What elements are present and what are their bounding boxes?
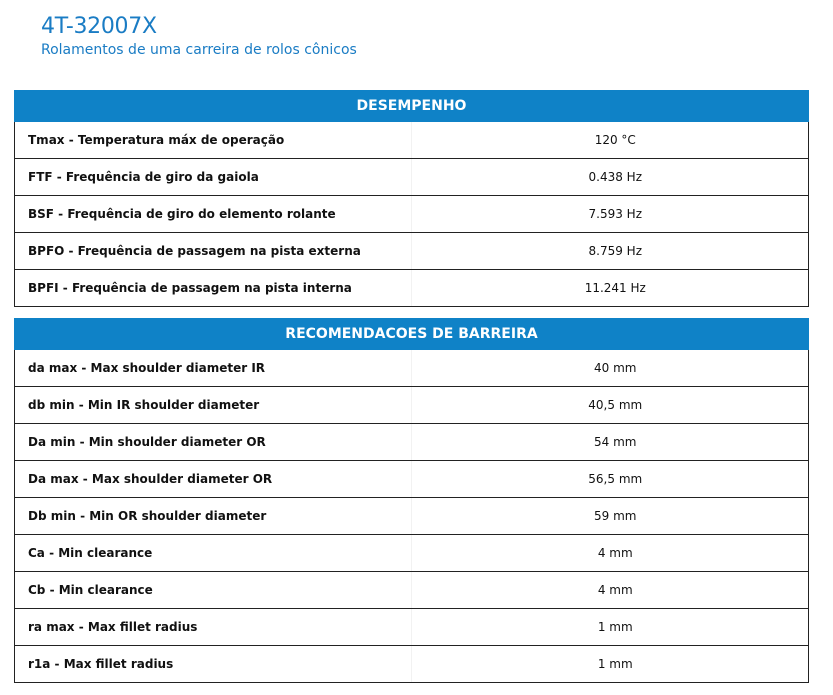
row-label: Db min - Min OR shoulder diameter	[15, 498, 412, 535]
barrier-table	[14, 318, 809, 683]
row-value: 0.438 Hz	[412, 159, 809, 196]
table-row	[15, 122, 809, 159]
product-subtitle: Rolamentos de uma carreira de rolos cônicos	[41, 42, 357, 58]
table-row	[15, 233, 809, 270]
row-label: Ca - Min clearance	[15, 535, 412, 572]
performance-table	[14, 90, 809, 307]
row-label: Da min - Min shoulder diameter OR	[15, 424, 412, 461]
row-label: da max - Max shoulder diameter IR	[15, 350, 412, 387]
product-title: 4T-32007X	[41, 14, 157, 39]
row-label: ra max - Max fillet radius	[15, 609, 412, 646]
row-value: 7.593 Hz	[412, 196, 809, 233]
row-label: BPFO - Frequência de passagem na pista externa	[15, 233, 412, 270]
table-row	[15, 159, 809, 196]
table-row	[15, 461, 809, 498]
performance-heading: DESEMPENHO	[15, 91, 809, 122]
row-value: 1 mm	[412, 646, 809, 683]
table-row	[15, 350, 809, 387]
table-row	[15, 424, 809, 461]
row-label: Cb - Min clearance	[15, 572, 412, 609]
table-row	[15, 535, 809, 572]
row-value: 11.241 Hz	[412, 270, 809, 307]
row-value: 40,5 mm	[412, 387, 809, 424]
table-row	[15, 609, 809, 646]
barrier-heading: RECOMENDACOES DE BARREIRA	[15, 319, 809, 350]
row-value: 8.759 Hz	[412, 233, 809, 270]
row-label: r1a - Max fillet radius	[15, 646, 412, 683]
row-value: 4 mm	[412, 572, 809, 609]
table-row	[15, 572, 809, 609]
row-value: 54 mm	[412, 424, 809, 461]
row-label: BPFI - Frequência de passagem na pista interna	[15, 270, 412, 307]
row-label: BSF - Frequência de giro do elemento rolante	[15, 196, 412, 233]
row-value: 1 mm	[412, 609, 809, 646]
table-row	[15, 387, 809, 424]
page-header	[41, 14, 357, 59]
table-row	[15, 498, 809, 535]
table-row	[15, 270, 809, 307]
row-value: 56,5 mm	[412, 461, 809, 498]
row-label: FTF - Frequência de giro da gaiola	[15, 159, 412, 196]
row-value: 40 mm	[412, 350, 809, 387]
row-value: 120 °C	[412, 122, 809, 159]
row-label: db min - Min IR shoulder diameter	[15, 387, 412, 424]
table-row	[15, 196, 809, 233]
row-label: Da max - Max shoulder diameter OR	[15, 461, 412, 498]
table-row	[15, 646, 809, 683]
row-value: 59 mm	[412, 498, 809, 535]
row-label: Tmax - Temperatura máx de operação	[15, 122, 412, 159]
row-value: 4 mm	[412, 535, 809, 572]
